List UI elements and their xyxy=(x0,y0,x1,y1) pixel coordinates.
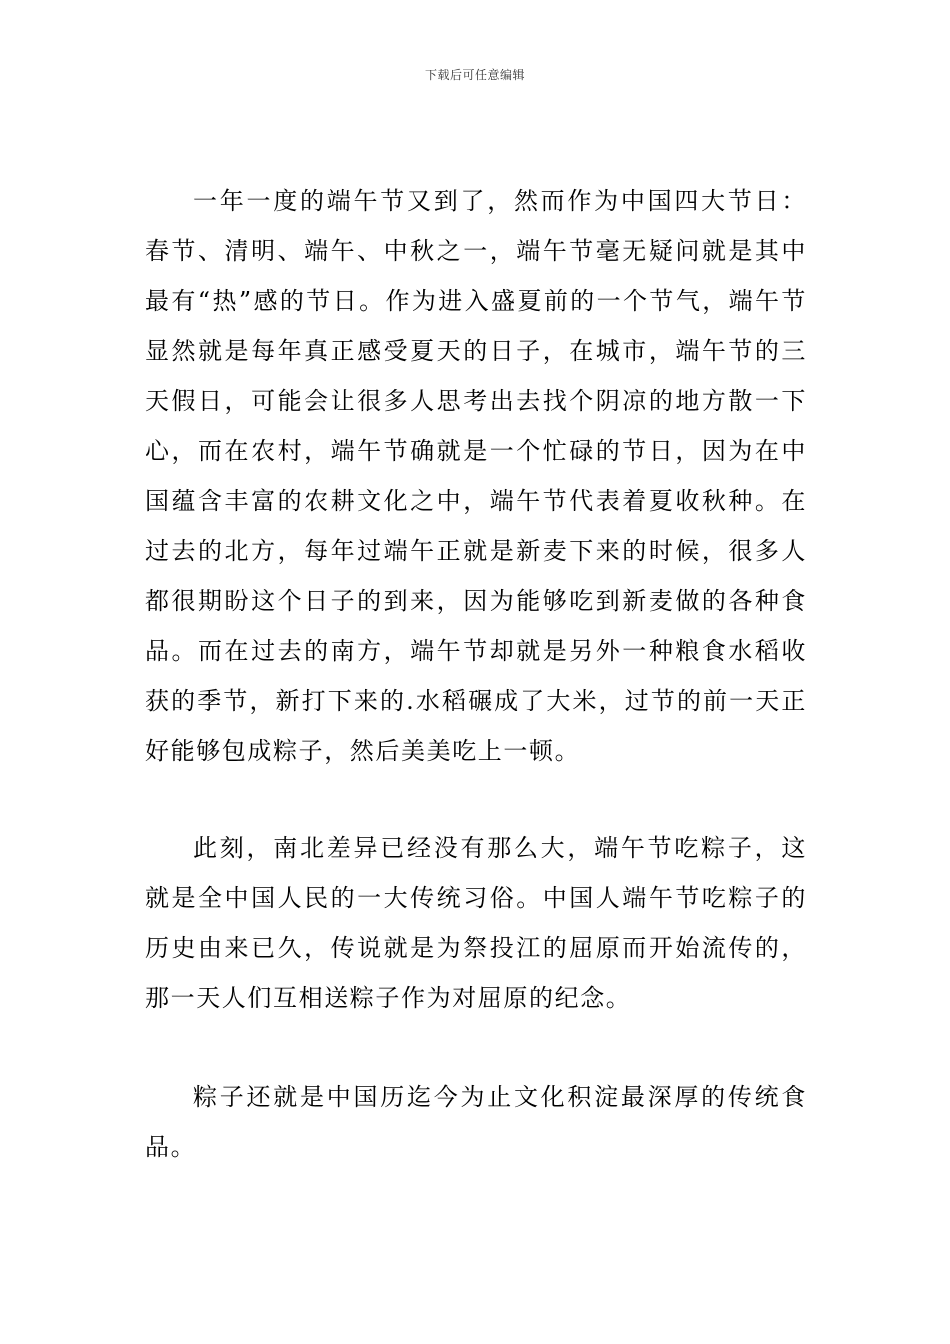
paragraph-1: 一年一度的端午节又到了，然而作为中国四大节日：春节、清明、端午、中秋之一，端午节毫无疑问就是其中最有“热”感的节日。作为进入盛夏前的一个节气，端午节显然就是每年真正感受夏天的日子，在城市，端午节的三天假日，可能会让很多人思考出去找个阴凉的地方散一下心，而在农村，端午节确就是一个忙碌的节日，因为在中国蕴含丰富的农耕文化之中，端午节代表着夏收秋种。在过去的北方，每年过端午正就是新麦下来的时候，很多人都很期盼这个日子的到来，因为能够吃到新麦做的各种食品。而在过去的南方，端午节却就是另外一种粮食水稻收获的季节，新打下来的.水稻碾成了大米，过节的前一天正好能够包成粽子，然后美美吃上一顿。 xyxy=(145,187,807,765)
paragraph-2: 此刻，南北差异已经没有那么大，端午节吃粽子，这就是全中国人民的一大传统习俗。中国人端午节吃粽子的历史由来已久，传说就是为祭投江的屈原而开始流传的，那一天人们互相送粽子作为对屈原的纪念。 xyxy=(145,834,807,1012)
page-header: 下载后可任意编辑 xyxy=(424,68,525,82)
paragraph-3: 粽子还就是中国历迄今为止文化积淀最深厚的传统食品。 xyxy=(145,1083,807,1161)
